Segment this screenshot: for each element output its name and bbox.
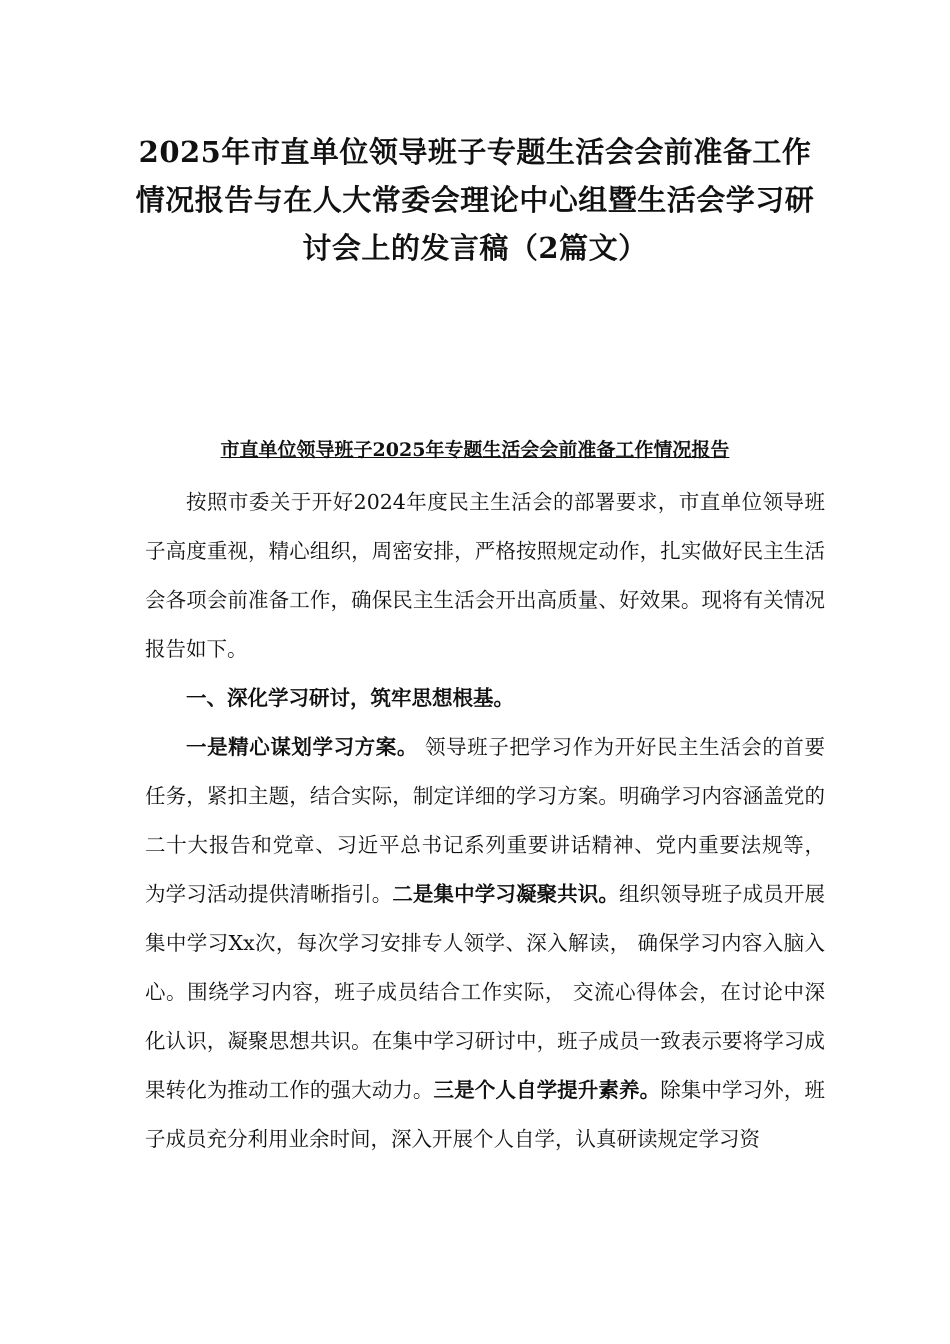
point-2-text: 组织领导班子成员开展集中学习Xx次，每次学习安排专人领学、深入解读， 确保学习内容入脑入心。围绕学习内容，班子成员结合工作实际， 交流心得体会，在讨论中深化认识，凝聚思想共识。在集中学习研讨中，班子成员一致表示要将学习成果转化为推动工作的强大动力。	[145, 882, 825, 1102]
point-3-text: 除集中学习外，班子成员充分利用业余时间，深入开展个人自学，认真研读规定学习资	[145, 1078, 825, 1151]
point-3-label: 三是个人自学提升素养。	[433, 1078, 661, 1102]
study-paragraph	[145, 723, 825, 1164]
section-heading-1: 一、深化学习研讨，筑牢思想根基。	[186, 686, 514, 710]
intro-paragraph: 按照市委关于开好2024年度民主生活会的部署要求，市直单位领导班子高度重视，精心组织，周密安排，严格按照规定动作，扎实做好民主生活会各项会前准备工作，确保民主生活会开出高质量、好效果。现将有关情况报告如下。	[145, 490, 825, 661]
point-2-label: 二是集中学习凝聚共识。	[392, 882, 620, 906]
section-title: 市直单位领导班子2025年专题生活会会前准备工作情况报告	[220, 439, 730, 461]
title-line-3: 讨会上的发言稿（2篇文）	[302, 231, 648, 265]
document-body	[145, 478, 825, 1164]
title-line-1: 2025年市直单位领导班子专题生活会会前准备工作	[138, 135, 812, 169]
point-1-text: 领导班子把学习作为开好民主生活会的首要任务，紧扣主题，结合实际，制定详细的学习方案。明确学习内容涵盖党的二十大报告和党章、习近平总书记系列重要讲话精神、党内重要法规等， 为学习活动提供清晰指引。	[145, 735, 826, 906]
title-line-2: 情况报告与在人大常委会理论中心组暨生活会学习研	[135, 183, 815, 217]
point-1-label: 一是精心谋划学习方案。	[186, 735, 418, 759]
document-title	[120, 128, 830, 272]
